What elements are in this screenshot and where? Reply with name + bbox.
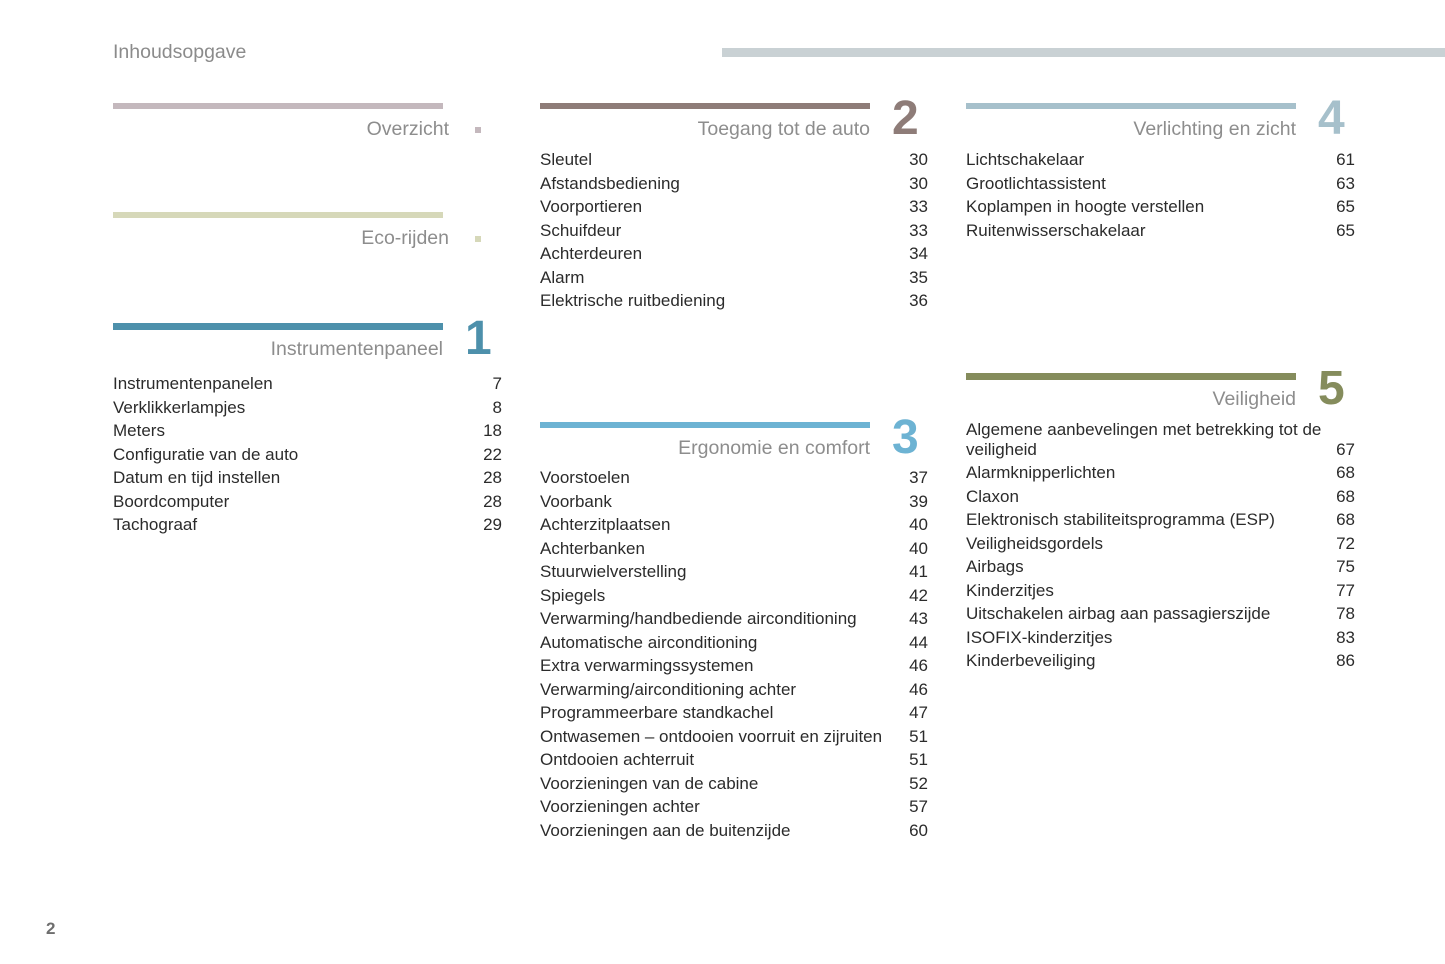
toc-list-ergonomie xyxy=(540,468,928,844)
chapter-number: 4 xyxy=(1318,92,1345,145)
toc-entry-label: Alarm xyxy=(540,267,585,287)
section-title: Overzicht xyxy=(366,118,449,140)
toc-entry-page-number: 28 xyxy=(483,468,502,487)
toc-entry-label: Sleutel xyxy=(540,150,592,169)
toc-entry xyxy=(540,244,928,268)
toc-entry-page-number: 30 xyxy=(909,173,928,193)
toc-entry-page-number: 51 xyxy=(909,726,928,746)
toc-entry-page-number: 40 xyxy=(909,515,928,534)
chapter-number: 3 xyxy=(892,411,919,464)
toc-entry-page-number: 61 xyxy=(1336,150,1355,169)
toc-entry-page-number: 39 xyxy=(909,491,928,511)
toc-entry-label: Elektrische ruitbediening xyxy=(540,291,726,310)
toc-entry-page-number: 72 xyxy=(1336,533,1355,553)
toc-entry xyxy=(540,633,928,657)
toc-entry-page-number: 68 xyxy=(1336,486,1355,506)
toc-entry xyxy=(540,515,928,539)
toc-entry-label: Voorzieningen van de cabine xyxy=(540,773,759,793)
toc-entry xyxy=(966,463,1355,487)
toc-entry xyxy=(540,750,928,774)
toc-entry-label: ISOFIX-kinderzitjes xyxy=(966,627,1113,647)
toc-entry-page-number: 7 xyxy=(492,374,502,393)
section-bar xyxy=(540,422,870,428)
toc-entry-page-number: 75 xyxy=(1336,557,1355,576)
toc-entry xyxy=(540,703,928,727)
toc-entry xyxy=(113,374,502,398)
toc-entry-label: Uitschakelen airbag aan passagierszijde xyxy=(966,604,1271,623)
section-bar xyxy=(113,323,443,330)
toc-entry-label: Meters xyxy=(113,421,165,440)
toc-entry-label: Stuurwielverstelling xyxy=(540,562,687,581)
toc-entry-label: Kinderzitjes xyxy=(966,580,1054,600)
toc-entry-label: Tachograaf xyxy=(113,515,198,534)
toc-entry xyxy=(540,562,928,586)
toc-entry-label: Algemene aanbevelingen met betrekking tot de veiligheid xyxy=(966,420,1322,459)
toc-entry xyxy=(540,221,928,245)
toc-entry xyxy=(540,468,928,492)
toc-entry-page-number: 43 xyxy=(909,609,928,628)
toc-entry xyxy=(966,651,1355,675)
toc-entry-label: Voorstoelen xyxy=(540,468,630,487)
toc-entry-label: Boordcomputer xyxy=(113,491,230,511)
page-header-title: Inhoudsopgave xyxy=(113,41,247,63)
toc-entry xyxy=(966,487,1355,511)
toc-entry xyxy=(540,268,928,292)
toc-entry xyxy=(540,150,928,174)
toc-entry-label: Achterbanken xyxy=(540,538,645,558)
toc-entry-page-number: 37 xyxy=(909,468,928,487)
toc-list-veiligheid xyxy=(966,420,1355,675)
toc-entry-label: Voorzieningen achter xyxy=(540,797,700,816)
toc-entry-label: Claxon xyxy=(966,486,1019,506)
toc-entry-label: Spiegels xyxy=(540,585,606,605)
toc-entry-page-number: 47 xyxy=(909,703,928,722)
toc-entry-page-number: 18 xyxy=(483,421,502,440)
toc-entry-page-number: 29 xyxy=(483,515,502,534)
toc-entry xyxy=(966,628,1355,652)
toc-entry-label: Automatische airconditioning xyxy=(540,632,758,652)
toc-entry-page-number: 60 xyxy=(909,820,928,840)
toc-entry-page-number: 40 xyxy=(909,538,928,558)
toc-entry xyxy=(113,445,502,469)
toc-entry-page-number: 22 xyxy=(483,444,502,464)
toc-entry-page-number: 28 xyxy=(483,491,502,511)
toc-entry-label: Achterzitplaatsen xyxy=(540,515,671,534)
toc-entry-label: Airbags xyxy=(966,557,1024,576)
toc-entry-page-number: 86 xyxy=(1336,651,1355,670)
section-title: Ergonomie en comfort xyxy=(678,437,870,459)
toc-entry-page-number: 83 xyxy=(1336,627,1355,647)
toc-entry xyxy=(540,586,928,610)
section-title: Veiligheid xyxy=(1212,388,1296,410)
toc-entry-page-number: 77 xyxy=(1336,580,1355,600)
toc-entry xyxy=(113,468,502,492)
toc-list-verlichting xyxy=(966,150,1355,244)
section-title: Eco-rijden xyxy=(361,227,449,249)
toc-entry xyxy=(540,291,928,315)
section-title: Toegang tot de auto xyxy=(697,118,870,140)
section-bar xyxy=(966,103,1296,109)
toc-entry-label: Extra verwarmingssystemen xyxy=(540,656,754,675)
toc-entry xyxy=(540,656,928,680)
toc-entry-label: Voorportieren xyxy=(540,197,643,216)
toc-entry xyxy=(540,680,928,704)
toc-entry-page-number: 41 xyxy=(909,562,928,581)
toc-entry-label: Instrumentenpanelen xyxy=(113,374,273,393)
toc-entry xyxy=(540,174,928,198)
toc-entry-page-number: 65 xyxy=(1336,197,1355,216)
toc-entry-page-number: 68 xyxy=(1336,463,1355,482)
toc-entry-label: Ontdooien achterruit xyxy=(540,750,695,769)
toc-entry xyxy=(540,197,928,221)
toc-entry xyxy=(966,604,1355,628)
toc-entry-page-number: 65 xyxy=(1336,220,1355,240)
toc-entry-page-number: 42 xyxy=(909,585,928,605)
toc-entry-label: Lichtschakelaar xyxy=(966,150,1085,169)
page-number: 2 xyxy=(46,919,56,938)
toc-entry-label: Alarmknipperlichten xyxy=(966,463,1116,482)
toc-entry-label: Verwarming/airconditioning achter xyxy=(540,679,797,699)
toc-entry-page-number: 52 xyxy=(909,773,928,793)
toc-entry-page-number: 35 xyxy=(909,267,928,287)
toc-entry xyxy=(540,609,928,633)
toc-entry xyxy=(966,581,1355,605)
toc-entry-label: Ontwasemen – ontdooien voorruit en zijruiten xyxy=(540,726,883,746)
toc-entry xyxy=(966,420,1355,463)
toc-entry xyxy=(966,534,1355,558)
toc-list-toegang xyxy=(540,150,928,315)
toc-entry-page-number: 33 xyxy=(909,197,928,216)
toc-entry-label: Elektronisch stabiliteitsprogramma (ESP) xyxy=(966,510,1275,529)
toc-entry-label: Ruitenwisserschakelaar xyxy=(966,220,1146,240)
section-overzicht xyxy=(113,103,449,163)
toc-entry xyxy=(966,174,1355,198)
toc-list-instrumentenpaneel xyxy=(113,374,502,539)
toc-entry xyxy=(540,492,928,516)
toc-entry xyxy=(113,421,502,445)
toc-entry-label: Koplampen in hoogte verstellen xyxy=(966,197,1205,216)
toc-entry-page-number: 57 xyxy=(909,797,928,816)
toc-entry-page-number: 46 xyxy=(909,656,928,675)
section-bar xyxy=(540,103,870,109)
section-bar xyxy=(113,212,443,218)
chapter-number: 5 xyxy=(1318,362,1345,415)
toc-entry-page-number: 44 xyxy=(909,632,928,652)
toc-entry-label: Verklikkerlampjes xyxy=(113,397,246,417)
toc-entry-label: Configuratie van de auto xyxy=(113,444,299,464)
toc-entry-label: Kinderbeveiliging xyxy=(966,651,1096,670)
chapter-number: 1 xyxy=(465,312,492,365)
section-title: Verlichting en zicht xyxy=(1133,118,1296,140)
toc-entry xyxy=(113,398,502,422)
toc-entry-label: Afstandsbediening xyxy=(540,173,680,193)
toc-entry-label: Grootlichtassistent xyxy=(966,173,1106,193)
toc-entry xyxy=(540,774,928,798)
toc-entry-page-number: 34 xyxy=(909,244,928,263)
toc-entry xyxy=(113,515,502,539)
toc-entry-label: Datum en tijd instellen xyxy=(113,468,281,487)
toc-entry xyxy=(540,821,928,845)
toc-entry-label: Schuifdeur xyxy=(540,220,622,240)
toc-entry-label: Achterdeuren xyxy=(540,244,643,263)
toc-entry-label: Veiligheidsgordels xyxy=(966,533,1104,553)
toc-entry xyxy=(113,492,502,516)
toc-entry-page-number: 67 xyxy=(1336,439,1355,459)
toc-entry-label: Verwarming/handbediende airconditioning xyxy=(540,609,857,628)
toc-entry-label: Voorzieningen aan de buitenzijde xyxy=(540,820,791,840)
section-eco-rijden xyxy=(113,212,449,272)
toc-entry-label: Programmeerbare standkachel xyxy=(540,703,774,722)
toc-entry xyxy=(540,797,928,821)
toc-entry xyxy=(966,557,1355,581)
chapter-number: 2 xyxy=(892,92,919,145)
toc-entry xyxy=(966,197,1355,221)
toc-entry-page-number: 36 xyxy=(909,291,928,310)
section-bar xyxy=(113,103,443,109)
toc-entry-page-number: 30 xyxy=(909,150,928,169)
toc-entry-page-number: 78 xyxy=(1336,604,1355,623)
toc-entry xyxy=(540,539,928,563)
section-title: Instrumentenpaneel xyxy=(270,338,443,360)
header-rule xyxy=(722,48,1445,57)
toc-entry-page-number: 33 xyxy=(909,220,928,240)
toc-entry-page-number: 8 xyxy=(492,397,502,417)
toc-entry-page-number: 46 xyxy=(909,679,928,699)
toc-entry-label: Voorbank xyxy=(540,491,612,511)
toc-entry-page-number: 51 xyxy=(909,750,928,769)
section-marker-square xyxy=(475,127,481,133)
toc-entry xyxy=(540,727,928,751)
toc-entry xyxy=(966,150,1355,174)
section-marker-square xyxy=(475,236,481,242)
toc-entry-page-number: 68 xyxy=(1336,510,1355,529)
toc-entry xyxy=(966,221,1355,245)
toc-entry xyxy=(966,510,1355,534)
section-bar xyxy=(966,373,1296,380)
toc-entry-page-number: 63 xyxy=(1336,173,1355,193)
